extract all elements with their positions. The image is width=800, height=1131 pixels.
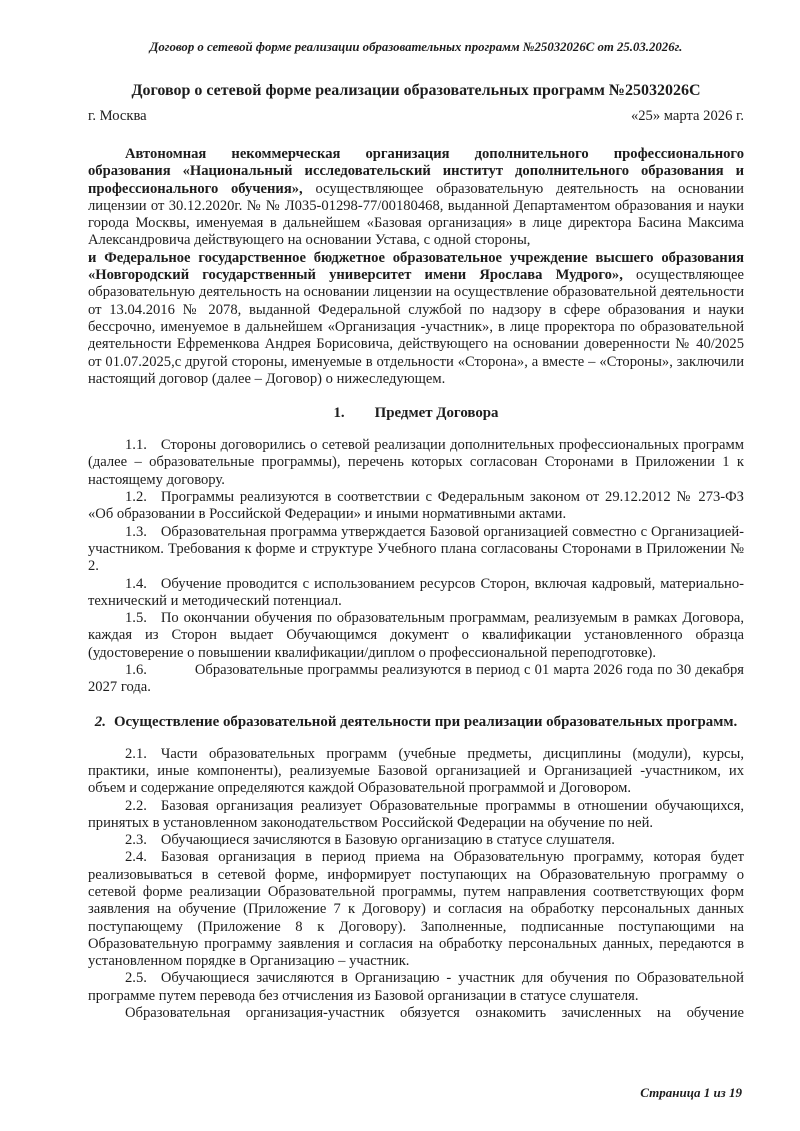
page-number: Страница 1 из 19 (640, 1085, 742, 1100)
running-header: Договор о сетевой форме реализации образовательных программ №25032026С от 25.03.2026г. (149, 40, 683, 54)
bold-text-run: и Федеральное государственное бюджетное образовательное учреждение высшего образования «Новгородский государственный университет имени Ярослава Мудрого», (88, 249, 744, 284)
clause-text: По окончании обучения по образовательным программам, реализуемым в рамках Договора, каждая из Сторон выдает Обучающимся документ о квалификации установленного образца (удостоверение о повышении квалификации/диплом о профессиональной переподготовке). (88, 610, 744, 661)
contract-clause (88, 662, 744, 697)
clause-text: Программы реализуются в соответствии с Федеральным законом от 29.12.2012 № 273-ФЗ «Об образовании в Российской Федерации» и иными нормативными актами. (88, 489, 744, 523)
clause-number: 1.1. (125, 437, 147, 454)
document-title: Договор о сетевой форме реализации образовательных программ №25032026С (131, 82, 701, 99)
clause-number: 2.3. (125, 832, 147, 849)
clause-number: 1.5. (125, 610, 147, 627)
clause-text: Образовательная программа утверждается Базовой организацией совместно с Организацией-участником. Требования к форме и структуре Учебного плана согласованы Сторонами в Приложении № 2. (88, 523, 744, 575)
clause-number: 2.2. (125, 797, 147, 814)
clause-number: 1.3. (125, 523, 147, 540)
contract-clause (88, 746, 744, 798)
date-label: «25» марта 2026 г. (630, 108, 744, 124)
section-title: Предмет Договора (374, 405, 499, 422)
clause-text: Обучающиеся зачисляются в Организацию - участник для обучения по Образовательной программе путем перевода без отчисления из Базовой организации в статусе слушателя. (88, 970, 744, 1004)
preamble-paragraph (88, 250, 744, 388)
clause-number: 1.4. (125, 575, 147, 592)
section-heading (88, 403, 744, 423)
contract-clause (88, 849, 744, 970)
clause-text: Обучение проводится с использованием ресурсов Сторон, включая кадровый, материально-технический и методический потенциал. (88, 575, 744, 609)
clause-text: Части образовательных программ (учебные предметы, дисциплины (модули), курсы, практики, иные компоненты), реализуемые Базовой организацией и Организацией -участником, их объем и содержание определяются каждой Образовательной программой и Договором. (88, 745, 744, 797)
clause-text: Базовая организация реализует Образовательные программы в отношении обучающихся, принятых в установленном законодательством Российской Федерации на обучение по ней. (88, 797, 744, 831)
contract-clause (88, 970, 744, 1005)
clause-text: Стороны договорились о сетевой реализации дополнительных профессиональных программ (далее – образовательные программы), перечень которых согласован Сторонами в Приложении 1 к настоящему договору. (88, 437, 744, 488)
section-number: 2. (94, 713, 106, 730)
clause-text: Образовательная организация-участник обязуется ознакомить зачисленных на обучение (125, 1005, 744, 1022)
clause-number: 2.5. (125, 970, 147, 987)
clause-number: 1.6. (125, 662, 147, 679)
clause-text: Базовая организация в период приема на Образовательную программу, которая будет реализовываться в сетевой форме, информирует поступающих на Образовательную программу о сетевой форме реализации Образовательной программы, путем направления соответствующих форм заявления на обучение (Приложение 7 к Договору) и согласия на обработку персональных данных поступающему (Приложение 8 к Договору). Заполненные, подписанные поступающими на Образовательную программу заявления и согласия на обработку персональных данных, передаются в установленном порядке в Организацию – участник. (88, 849, 744, 970)
contract-clause (88, 610, 744, 662)
bold-text-run: Автономная некоммерческая организация дополнительного профессионального образования «Национальный исследовательский институт дополнительного образования и профессионального обучения», (88, 146, 744, 197)
section-number: 1. (333, 405, 345, 422)
place-date-row (88, 107, 744, 125)
document-body (88, 146, 744, 1022)
clause-number: 2.4. (125, 849, 147, 866)
contract-paragraph (88, 1005, 744, 1022)
contract-clause (88, 832, 744, 849)
section-heading (88, 712, 744, 732)
clause-number: 1.2. (125, 489, 147, 506)
preamble-paragraph (88, 146, 744, 250)
contract-clause (88, 489, 744, 524)
clause-text: Образовательные программы реализуются в период с 01 марта 2026 года по 30 декабря 2027 года. (88, 662, 744, 696)
clause-number: 2.1. (125, 745, 147, 762)
contract-clause (88, 798, 744, 833)
contract-clause (88, 576, 744, 611)
section-title: Осуществление образовательной деятельности при реализации образовательных программ. (113, 713, 738, 730)
contract-clause (88, 437, 744, 489)
text-run: осуществляющее образовательную деятельность на основании лицензии на осуществление образовательной деятельности от 13.04.2016 № 2078, выданной Федеральной службой по надзору в сфере образования и науки бессрочно, именуемое в дальнейшем «Организация -участник», в лице проректора по образовательной деятельности Ефременкова Андрея Борисовича, действующего на основании доверенности № 40/2025 от 01.07.2025,с другой стороны, именуемые в отдельности «Сторона», а вместе – «Стороны», заключили настоящий договор (далее – Договор) о нижеследующем. (88, 267, 744, 387)
contract-clause (88, 524, 744, 576)
text-run: осуществляющее образовательную деятельность на основании лицензии от 30.12.2020г. № № Л035-01298-77/00180468, выданной Департаментом образования и науки города Москвы, именуемая в дальнейшем «Базовая организация» в лице директора Басина Максима Александровича действующего на основании Устава, с одной стороны, (88, 180, 744, 249)
place-label: г. Москва (88, 108, 147, 124)
clause-text: Обучающиеся зачисляются в Базовую организацию в статусе слушателя. (160, 832, 615, 849)
